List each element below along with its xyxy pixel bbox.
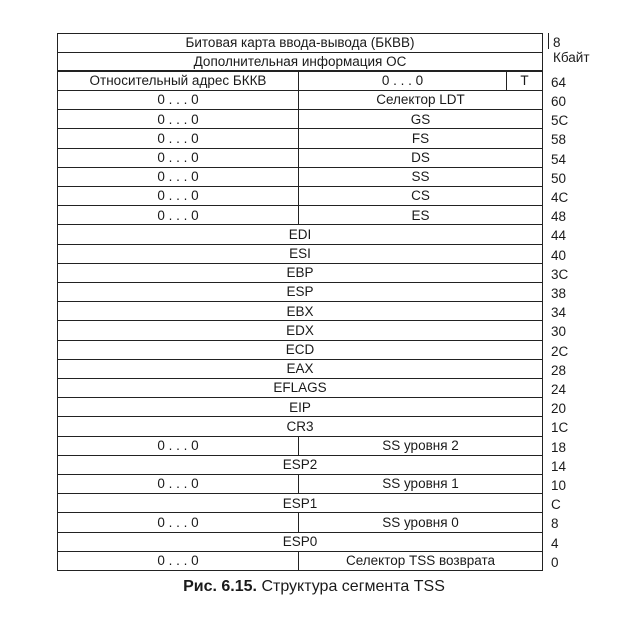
register-cell xyxy=(57,340,543,360)
selector-cell xyxy=(298,205,543,225)
selector-cell xyxy=(298,436,543,456)
selector-cell-text: SS уровня 0 xyxy=(382,514,459,530)
offset-label: 60 xyxy=(551,94,567,109)
figure-title: Структура сегмента TSS xyxy=(257,578,445,595)
register-cell xyxy=(57,359,543,379)
selector-cell-text: Селектор TSS возврата xyxy=(345,553,496,569)
zero-field-cell-text: 0 . . . 0 xyxy=(157,207,199,223)
offset-label: 34 xyxy=(551,305,567,321)
zero-field-cell-text: 0 . . . 0 xyxy=(157,553,199,569)
zero-field-cell-text: 0 . . . 0 xyxy=(157,92,199,108)
selector-cell-text: SS уровня 2 xyxy=(382,437,459,453)
zero-field-cell xyxy=(57,109,299,129)
register-cell-text: ESP1 xyxy=(282,495,318,511)
zero-field-cell xyxy=(57,512,299,532)
offset-64: 64 xyxy=(551,75,567,90)
offset-label: 14 xyxy=(551,458,567,474)
reserved-zero-label: 0 . . . 0 xyxy=(381,73,424,89)
offset-label: 48 xyxy=(551,209,567,225)
selector-cell xyxy=(298,90,543,110)
register-cell-text: ECD xyxy=(285,341,315,357)
offset-label: 4 xyxy=(551,535,559,551)
zero-field-cell xyxy=(57,205,299,225)
t-flag-label: T xyxy=(520,73,529,89)
register-cell-text: EBX xyxy=(286,303,314,319)
selector-cell-text: SS xyxy=(411,169,430,185)
offset-label: 10 xyxy=(551,478,567,493)
register-cell-text: EDX xyxy=(286,322,314,338)
offset-label: 40 xyxy=(551,247,567,263)
register-cell-text: ESI xyxy=(289,245,311,261)
figure-caption xyxy=(0,578,628,596)
offset-label: 20 xyxy=(551,401,567,417)
offset-label: 0 xyxy=(551,554,559,570)
register-cell xyxy=(57,455,543,475)
register-cell xyxy=(57,282,543,302)
selector-cell xyxy=(298,167,543,187)
offset-label: 8 xyxy=(551,516,559,532)
offset-label: 38 xyxy=(551,286,567,301)
register-cell xyxy=(57,397,543,417)
selector-cell-text: FS xyxy=(411,130,430,146)
selector-cell-text: Селектор LDT xyxy=(376,92,465,108)
register-cell xyxy=(57,320,543,340)
io-bitmap-label: Битовая карта ввода-вывода (БКВВ) xyxy=(185,35,415,51)
selector-cell xyxy=(298,474,543,494)
zero-field-cell xyxy=(57,551,299,571)
register-cell xyxy=(57,493,543,513)
io-map-offset-cell xyxy=(57,71,299,91)
offset-label: 44 xyxy=(551,228,567,244)
figure-number: Рис. 6.15. xyxy=(183,578,257,595)
io-bitmap-cell xyxy=(57,33,543,53)
zero-field-cell xyxy=(57,148,299,168)
register-cell-text: EIP xyxy=(289,399,311,415)
zero-field-cell xyxy=(57,186,299,206)
offset-label: 30 xyxy=(551,324,567,340)
offset-label: 18 xyxy=(551,439,567,455)
os-info-cell xyxy=(57,52,543,71)
register-cell-text: EAX xyxy=(286,361,314,377)
register-cell-text: ESP0 xyxy=(282,533,318,549)
register-cell xyxy=(57,301,543,321)
offset-label: 4C xyxy=(551,190,569,205)
offset-label: 50 xyxy=(551,170,567,186)
offset-label: 54 xyxy=(551,151,567,167)
register-cell-text: CR3 xyxy=(286,418,314,434)
register-cell-text: ESP xyxy=(286,284,314,300)
offset-label: 1C xyxy=(551,420,569,436)
zero-field-cell xyxy=(57,90,299,110)
t-flag-cell xyxy=(506,71,543,91)
selector-cell xyxy=(298,128,543,148)
zero-field-cell xyxy=(57,436,299,456)
selector-cell xyxy=(298,551,543,571)
size-bracket xyxy=(543,33,549,49)
register-cell-text: EFLAGS xyxy=(273,380,327,396)
selector-cell xyxy=(298,109,543,129)
selector-cell-text: ES xyxy=(411,207,430,223)
zero-field-cell xyxy=(57,128,299,148)
zero-field-cell xyxy=(57,167,299,187)
reserved-zero-cell xyxy=(298,71,507,91)
offset-label: 28 xyxy=(551,362,567,378)
selector-cell xyxy=(298,186,543,206)
os-info-label: Дополнительная информация ОС xyxy=(193,53,407,69)
zero-field-cell-text: 0 . . . 0 xyxy=(157,476,199,492)
selector-cell xyxy=(298,512,543,532)
offset-label: 2C xyxy=(551,343,569,359)
offset-label: C xyxy=(551,497,561,513)
io-map-offset-label: Относительный адрес БККВ xyxy=(89,73,267,89)
register-cell-text: ESP2 xyxy=(282,457,318,473)
zero-field-cell-text: 0 . . . 0 xyxy=(157,188,199,204)
offset-label: 3C xyxy=(551,266,569,282)
register-cell xyxy=(57,244,543,264)
selector-cell-text: DS xyxy=(411,149,430,165)
register-cell-text: EBP xyxy=(286,265,314,281)
register-cell xyxy=(57,378,543,398)
zero-field-cell-text: 0 . . . 0 xyxy=(157,169,199,185)
zero-field-cell xyxy=(57,474,299,494)
selector-cell-text: SS уровня 1 xyxy=(382,476,459,492)
offset-label: 24 xyxy=(551,382,567,397)
zero-field-cell-text: 0 . . . 0 xyxy=(157,149,199,165)
offset-label: 5C xyxy=(551,113,569,129)
selector-cell xyxy=(298,148,543,168)
zero-field-cell-text: 0 . . . 0 xyxy=(157,130,199,146)
offset-label: 58 xyxy=(551,132,567,148)
register-cell xyxy=(57,224,543,244)
zero-field-cell-text: 0 . . . 0 xyxy=(157,514,199,530)
io-bitmap-size: 8 Кбайт xyxy=(553,35,590,65)
zero-field-cell-text: 0 . . . 0 xyxy=(157,111,199,127)
register-cell xyxy=(57,263,543,283)
register-cell xyxy=(57,416,543,436)
selector-cell-text: GS xyxy=(410,111,431,127)
register-cell xyxy=(57,532,543,552)
zero-field-cell-text: 0 . . . 0 xyxy=(157,437,199,453)
register-cell-text: EDI xyxy=(288,226,312,242)
selector-cell-text: CS xyxy=(411,188,430,204)
